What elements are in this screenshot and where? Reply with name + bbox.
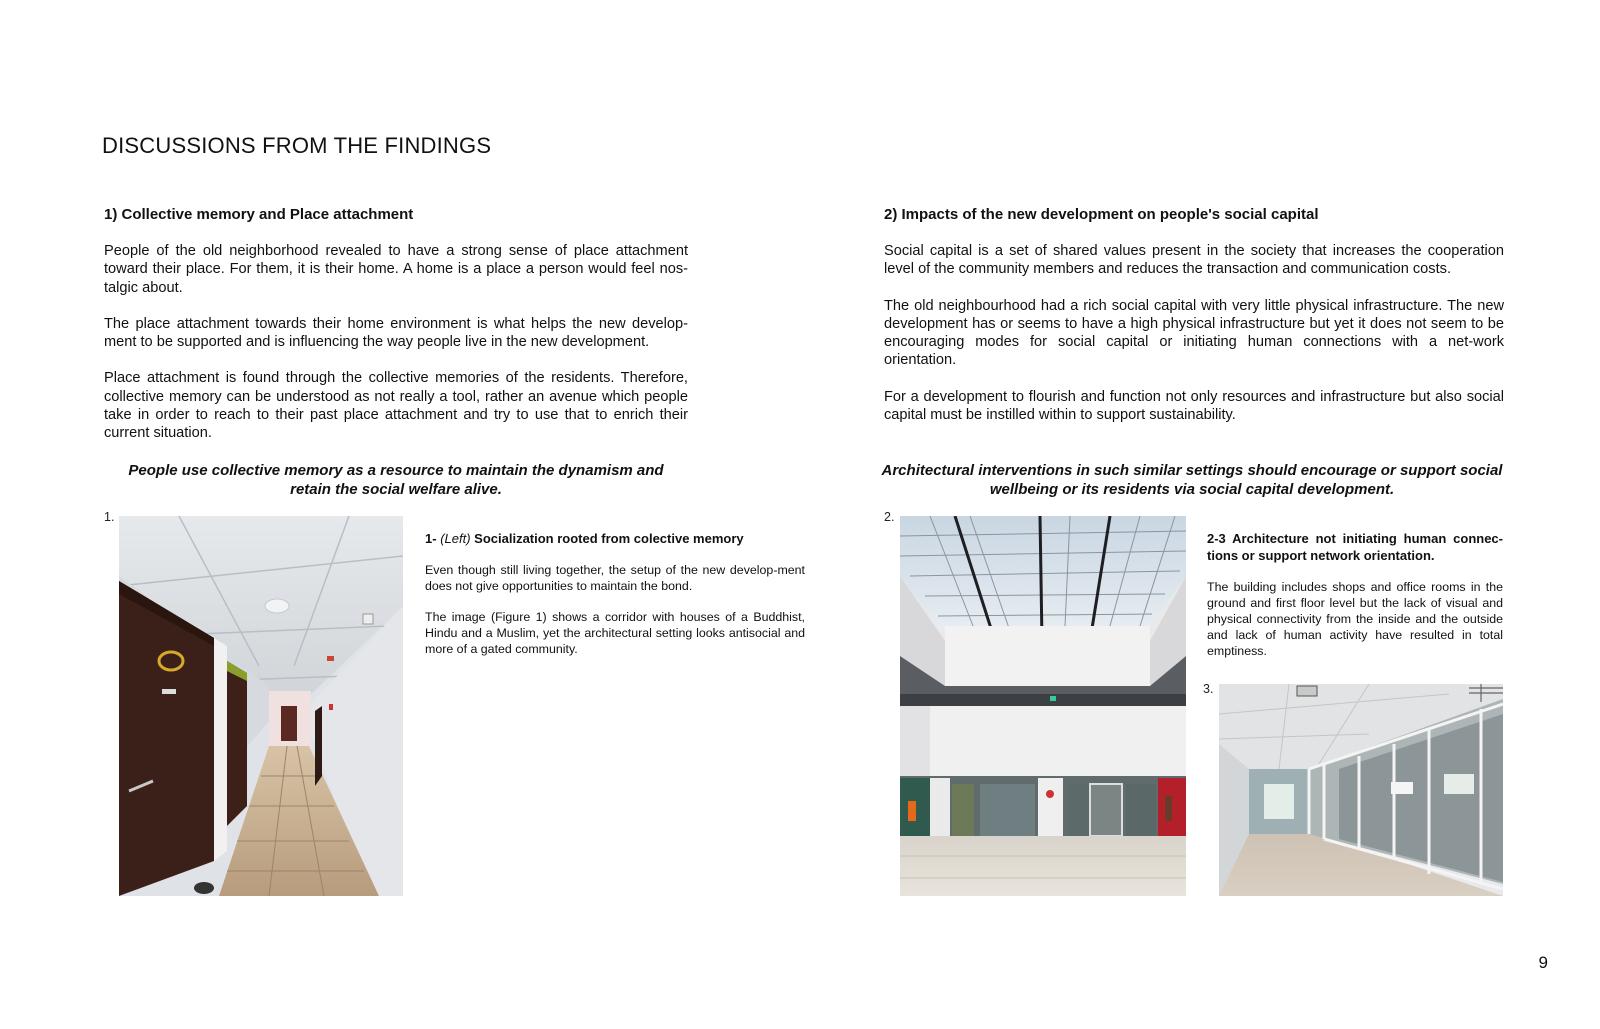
section-heading-collective-memory: 1) Collective memory and Place attachment (104, 206, 414, 223)
figure-2-3-caption-paragraph: The building includes shops and office rooms in the ground and first floor level but the lack of visual and physical connectivity from the inside and the outside and lack of human activity have resulted in total emptiness. (1207, 580, 1503, 658)
page-number: 9 (1538, 953, 1548, 972)
left-pull-quote: People use collective memory as a resource to maintain the dynamism and retain the social welfare alive. (128, 462, 664, 498)
right-paragraph-3: For a development to flourish and function not only resources and infrastructure but also social capital must be instilled within to support sustainability. (884, 388, 1504, 424)
figure-1-caption-italic: (Left) (440, 531, 471, 546)
figure-1-corridor-photo (119, 516, 403, 896)
page-title: DISCUSSIONS FROM THE FINDINGS (102, 133, 492, 158)
right-paragraph-1: Social capital is a set of shared values present in the society that increases the cooperation level of the community members and reduces the transaction and communication costs. (884, 243, 1504, 278)
left-paragraph-3: Place attachment is found through the collective memories of the residents. Therefore, collective memory can be understood as not really a tool, rather an avenue which people take in order to reach to their past place attachment and try to use that to enrich their current situation. (104, 370, 688, 442)
left-paragraph-1: People of the old neighborhood revealed to have a strong sense of place attachment toward their place. For them, it is their home. A home is a place a person would feel nos-talgic about. (104, 243, 688, 296)
figure-2-number: 2. (884, 510, 895, 524)
figure-1-caption-title: Socialization rooted from colective memory (474, 531, 744, 546)
figure-1-number: 1. (104, 510, 115, 524)
left-body (104, 242, 688, 443)
figure-2-atrium-photo (900, 516, 1186, 896)
figure-1-caption-prefix: 1- (425, 531, 437, 546)
right-body (884, 242, 1504, 424)
figure-3-office-corridor-photo (1219, 684, 1503, 896)
right-pull-quote: Architectural interventions in such similar settings should encourage or support social wellbeing or its residents via social capital development. (881, 462, 1503, 498)
section-heading-social-capital: 2) Impacts of the new development on people's social capital (884, 206, 1319, 223)
figure-3-number: 3. (1203, 682, 1214, 696)
figure-1-caption-paragraph-1: Even though still living together, the setup of the new develop-ment does not give opportunities to maintain the bond. (425, 562, 805, 593)
figure-1-caption-paragraph-2: The image (Figure 1) shows a corridor with houses of a Buddhist, Hindu and a Muslim, yet the architectural setting looks antisocial and more of a gated community. (425, 609, 805, 656)
figure-2-3-caption (1207, 531, 1503, 659)
figure-1-caption (425, 531, 805, 657)
right-paragraph-2: The old neighbourhood had a rich social capital with very little physical infrastructure. The new development has or seems to have a high physical infrastructure but yet it does not seem to be encouraging modes for social capital or initiating human connections with a net-work orientation. (884, 297, 1504, 369)
figure-2-3-caption-title: 2-3 Architecture not initiating human connec-tions or support network orientation. (1207, 531, 1503, 563)
figure-1-caption-title-line (425, 531, 805, 548)
left-paragraph-2: The place attachment towards their home environment is what helps the new develop-ment to be supported and is influencing the way people live in the new development. (104, 315, 688, 351)
